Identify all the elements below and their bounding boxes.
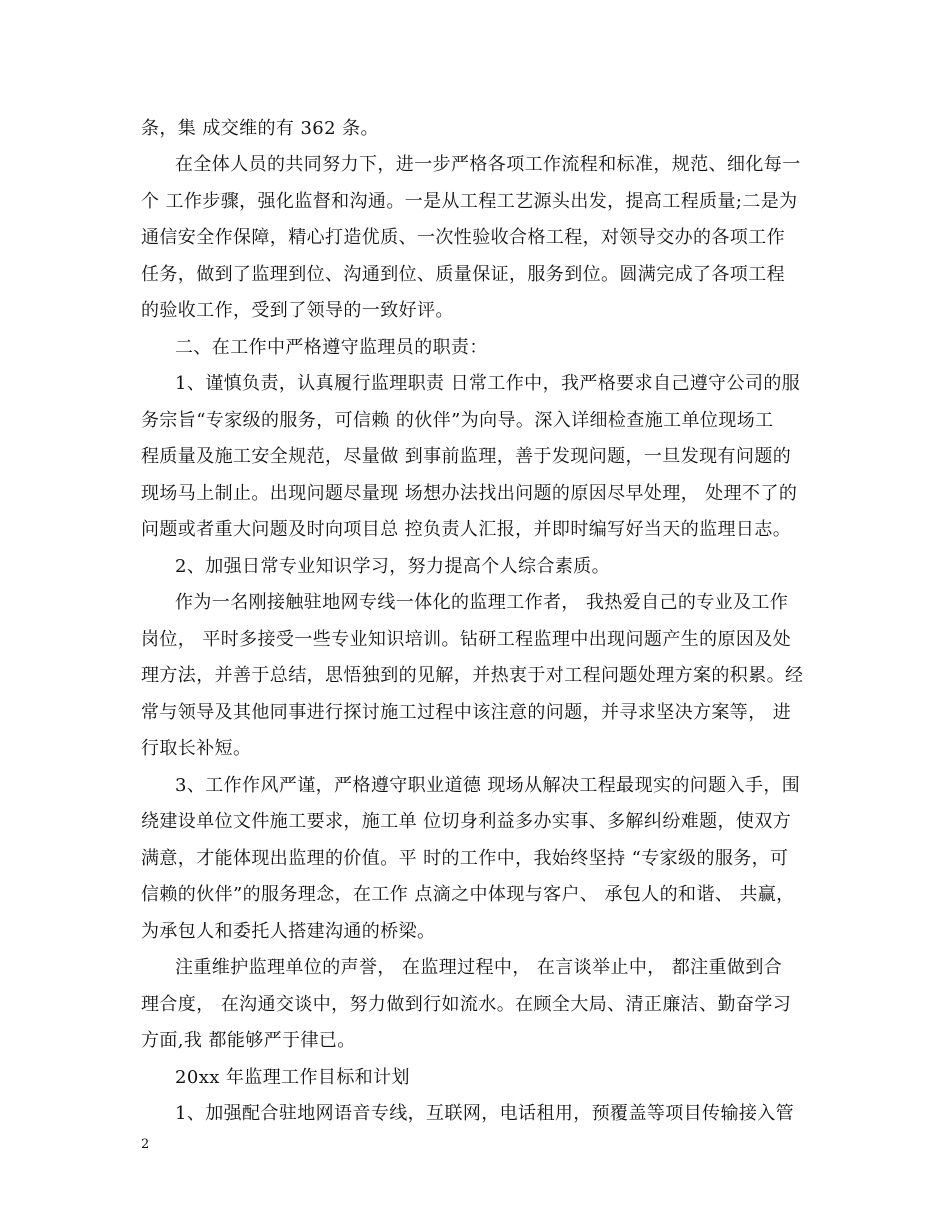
text-line: 在全体人员的共同努力下，进一步严格各项工作流程和标准，规范、细化每一 xyxy=(175,154,801,175)
text-line: 3、工作作风严谨，严格遵守职业道德 现场从解决工程最现实的问题入手，围 xyxy=(175,775,801,796)
text-line: 程质量及施工安全规范，尽量做 到事前监理，善于发现问题，一旦发现有问题的 xyxy=(141,446,792,467)
text-line: 方面,我 都能够严于律已。 xyxy=(141,1030,356,1051)
text-line: 满意，才能体现出监理的价值。平 时的工作中，我始终坚持 “专家级的服务，可 xyxy=(141,848,789,869)
text-line: 问题或者重大问题及时向项目总 控负责人汇报，并即时编写好当天的监理日志。 xyxy=(141,519,792,540)
text-line: 理方法，并善于总结，思悟独到的见解，并热衷于对工程问题处理方案的积累。经 xyxy=(141,665,804,686)
text-line: 条，集 成交维的有 362 条。 xyxy=(141,118,379,139)
text-line: 1、谨慎负责，认真履行监理职责 日常工作中，我严格要求自己遵守公司的服 xyxy=(175,373,801,394)
text-line: 作为一名刚接触驻地网专线一体化的监理工作者， 我热爱自己的专业及工作 xyxy=(175,592,789,613)
text-line: 通信安全作保障，精心打造优质、一次性验收合格工程，对领导交办的各项工作 xyxy=(141,227,785,248)
text-line: 信赖的伙伴”的服务理念，在工作 点滴之中体现与客户、 承包人的和谐、 共赢， xyxy=(141,884,795,905)
text-line: 务宗旨“专家级的服务，可信赖 的伙伴”为向导。深入详细检查施工单位现场工 xyxy=(141,410,774,431)
section-heading: 二、在工作中严格遵守监理员的职责： xyxy=(175,337,488,358)
text-line: 2、加强日常专业知识学习，努力提高个人综合素质。 xyxy=(175,556,611,577)
text-line: 行取长补短。 xyxy=(141,738,252,759)
text-line: 岗位， 平时多接受一些专业知识培训。钻研工程监理中出现问题产生的原因及处 xyxy=(141,629,792,650)
text-line: 现场马上制止。出现问题尽量现 场想办法找出问题的原因尽早处理， 处理不了的 xyxy=(141,483,798,504)
text-line: 个 工作步骤，强化监督和沟通。一是从工程工艺源头出发，提高工程质量;二是为 xyxy=(141,191,798,212)
text-line: 任务，做到了监理到位、沟通到位、质量保证，服务到位。圆满完成了各项工程 xyxy=(141,264,785,285)
text-line: 注重维护监理单位的声誉， 在监理过程中， 在言谈举止中， 都注重做到合 xyxy=(175,957,783,978)
text-line: 1、加强配合驻地网语音专线，互联网，电话租用，预覆盖等项目传输接入管 xyxy=(175,1103,795,1124)
text-line: 理合度， 在沟通交谈中，努力做到行如流水。在顾全大局、清正廉洁、勤奋学习 xyxy=(141,994,792,1015)
text-line: 绕建设单位文件施工要求，施工单 位切身利益多办实事、多解纠纷难题，使双方 xyxy=(141,811,792,832)
section-heading: 20xx 年监理工作目标和计划 xyxy=(175,1067,410,1088)
text-line: 常与领导及其他同事进行探讨施工过程中该注意的问题，并寻求坚决方案等， 进 xyxy=(141,702,792,723)
text-line: 为承包人和委托人搭建沟通的桥梁。 xyxy=(141,921,436,942)
text-line: 的验收工作，受到了领导的一致好评。 xyxy=(141,300,454,321)
page-number: 2 xyxy=(141,1137,150,1152)
